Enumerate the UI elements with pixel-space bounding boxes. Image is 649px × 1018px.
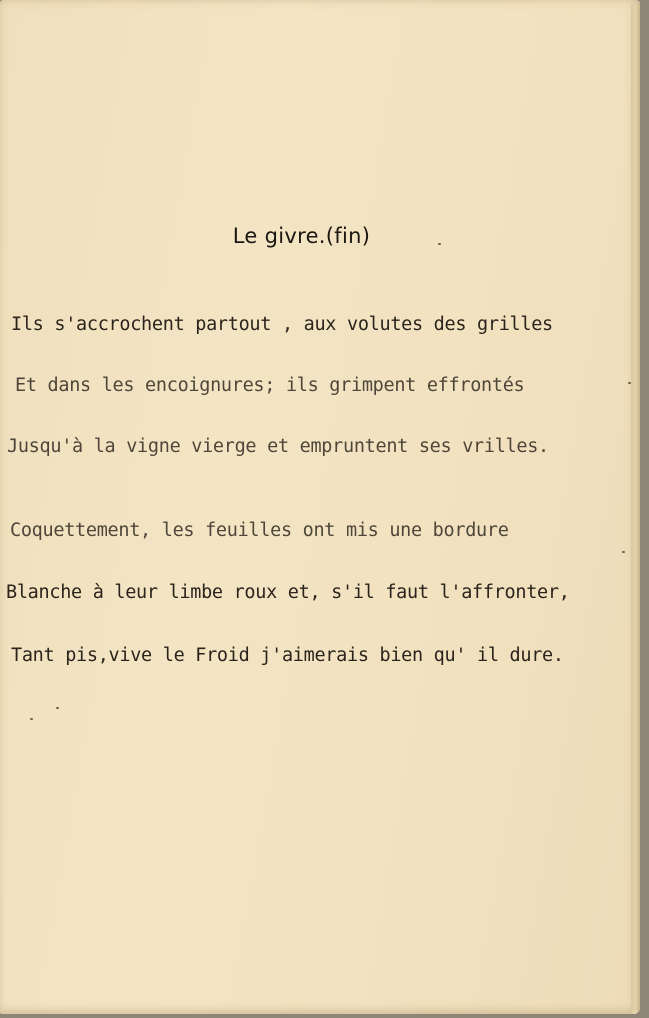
poem-line: Coquettement, les feuilles ont mis une bordure [10, 520, 509, 541]
poem-line: Et dans les encoignures; ils grimpent effrontés [15, 375, 525, 396]
poem-line: Blanche à leur limbe roux et, s'il faut l'affronter, [6, 582, 570, 603]
paper-speck [622, 551, 625, 553]
poem-line: Jusqu'à la vigne vierge et empruntent ses vrilles. [7, 436, 549, 457]
poem-title: Le givre.(fin) [232, 224, 371, 248]
poem-line: Ils s'accrochent partout , aux volutes des grilles [11, 314, 553, 335]
poem-line: Tant pis,vive le Froid j'aimerais bien qu' il dure. [11, 645, 564, 666]
paper-speck [438, 243, 441, 245]
page-edge [631, 4, 640, 1014]
paper-speck [56, 707, 59, 709]
paper-speck [30, 718, 33, 720]
paper-speck [628, 382, 631, 384]
